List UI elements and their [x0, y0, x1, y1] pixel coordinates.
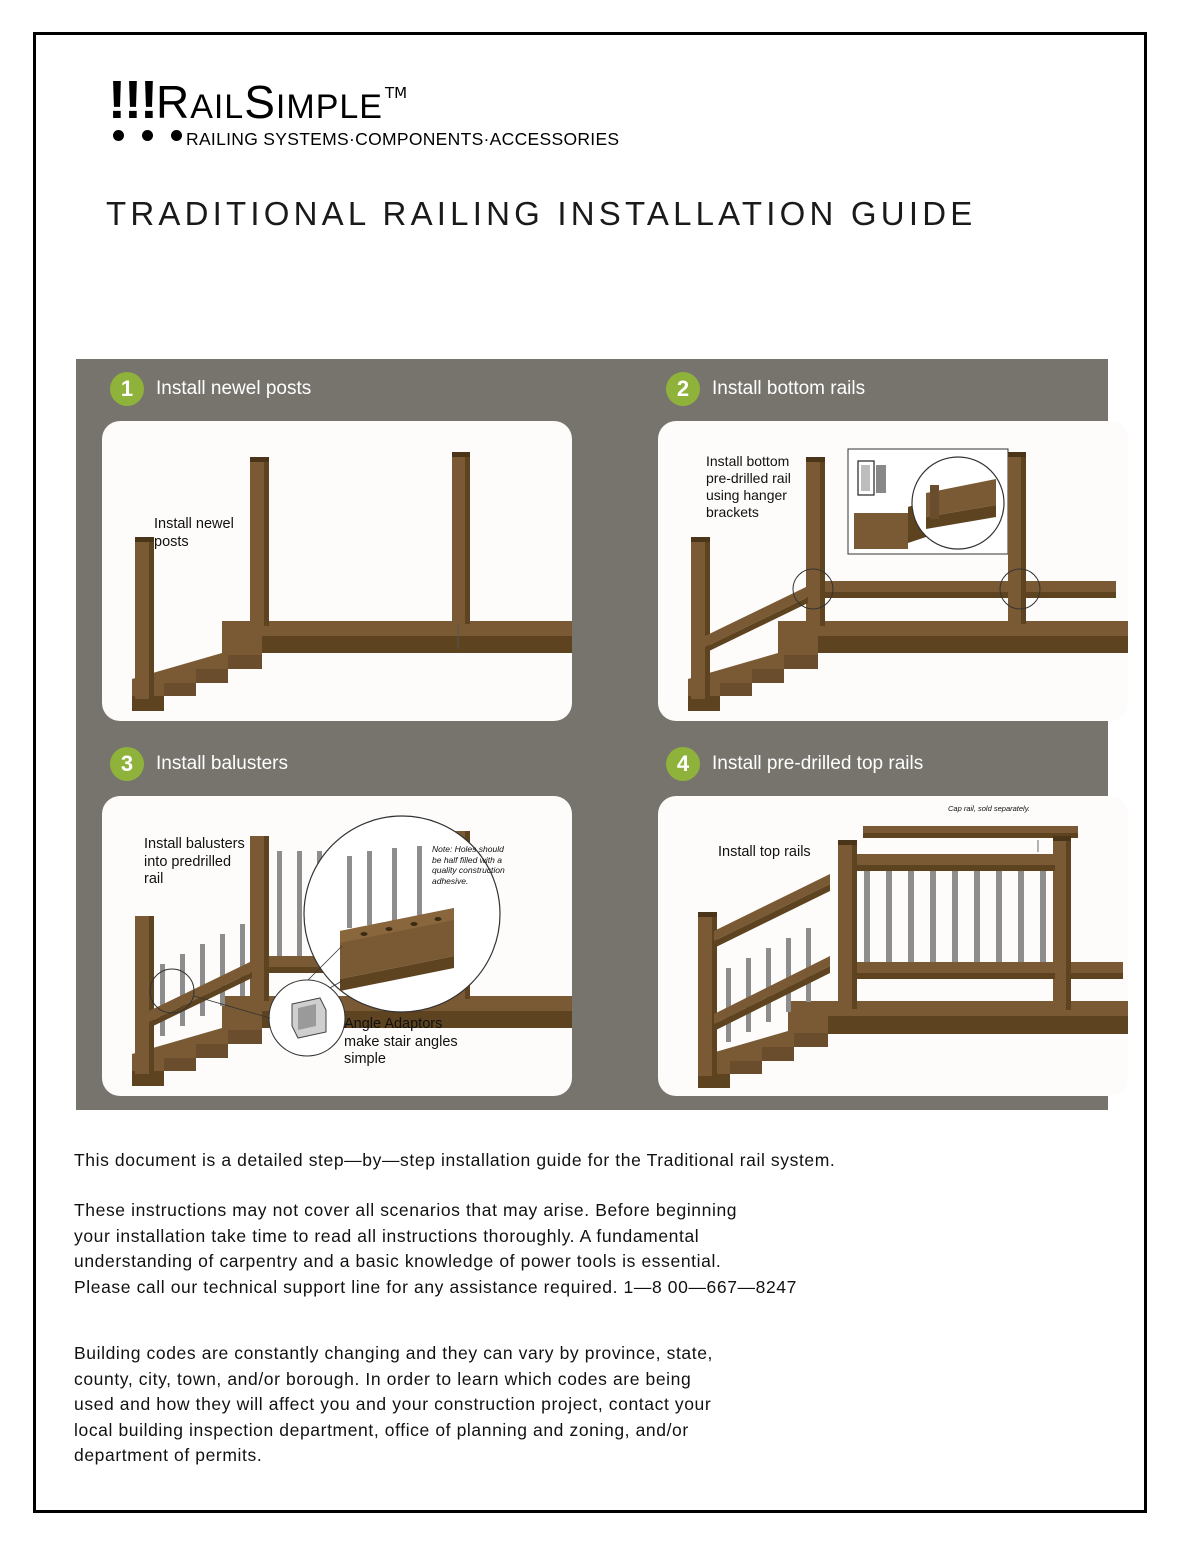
step-panel-2 — [646, 369, 1150, 731]
step-3-angle-adaptor-note: Angle Adaptors make stair angles simple — [344, 1016, 458, 1068]
instructions-paragraph — [74, 1198, 1014, 1300]
step-3-holes-note: Note: Holes should be half filled with a quality construction adhesive. — [432, 844, 505, 886]
step-1-illustration — [102, 421, 572, 721]
page-title: TRADITIONAL RAILING INSTALLATION GUIDE — [106, 195, 977, 232]
step-1-note: Install newel posts — [154, 516, 234, 550]
step-panel-3 — [90, 744, 594, 1106]
installation-steps-figure — [76, 359, 1108, 1110]
intro-paragraph: This document is a detailed step—by—step installation guide for the Traditional rail system. — [74, 1150, 836, 1170]
step-3-illustration — [102, 796, 572, 1096]
step-2-header — [666, 369, 1150, 409]
step-3-title: Install balusters — [156, 753, 289, 774]
logo-tagline: RAILING SYSTEMS·COMPONENTS·ACCESSORIES — [186, 129, 620, 149]
codes-line-2: county, city, town, and/or borough. In order to learn which codes are being — [74, 1368, 692, 1389]
building-codes-paragraph — [74, 1341, 1004, 1469]
step-4-cap-rail-note: Cap rail, sold separately. — [948, 804, 1030, 813]
step-2-note: Install bottom pre-drilled rail using hanger brackets — [706, 453, 791, 521]
trademark-symbol: TM — [384, 84, 408, 102]
brand-logo — [108, 70, 728, 149]
step-2-illustration — [658, 421, 1128, 721]
instructions-line-3: understanding of carpentry and a basic knowledge of power tools is essential. — [74, 1251, 722, 1272]
instructions-line-2: your installation take time to read all instructions thoroughly. A fundamental — [74, 1225, 700, 1246]
instructions-line-1: These instructions may not cover all scenarios that may arise. Before beginning — [74, 1200, 738, 1220]
logo-dots-icon — [113, 130, 182, 141]
codes-line-1: Building codes are constantly changing and they can vary by province, state, — [74, 1343, 714, 1363]
top-rails-drawing — [658, 796, 1128, 1096]
step-panel-4 — [646, 744, 1150, 1106]
logo-rail-lower: AIL — [190, 88, 245, 126]
step-3-badge: 3 — [110, 747, 144, 781]
logo-bangs: !!! — [108, 70, 156, 130]
codes-line-3: used and how they will affect you and your construction project, contact your — [74, 1394, 712, 1415]
codes-line-5: department of permits. — [74, 1445, 263, 1466]
step-4-header — [666, 744, 1150, 784]
codes-line-4: local building inspection department, office of planning and zoning, and/or — [74, 1419, 689, 1440]
step-2-badge: 2 — [666, 372, 700, 406]
step-4-illustration — [658, 796, 1128, 1096]
step-1-title: Install newel posts — [156, 378, 312, 399]
logo-wordmark — [108, 70, 728, 130]
instructions-line-4: Please call our technical support line for any assistance required. 1—8 00—667—8247 — [74, 1276, 797, 1297]
step-2-title: Install bottom rails — [712, 378, 866, 399]
logo-simple-lower: IMPLE — [275, 88, 383, 126]
step-4-badge: 4 — [666, 747, 700, 781]
document-page — [33, 32, 1147, 1513]
step-1-header — [110, 369, 594, 409]
logo-rail-text: RAILSIMPLE — [155, 76, 383, 128]
newel-posts-drawing — [102, 421, 572, 721]
step-3-header — [110, 744, 594, 784]
step-4-note: Install top rails — [718, 844, 811, 860]
step-panel-1 — [90, 369, 594, 731]
step-4-title: Install pre-drilled top rails — [712, 753, 924, 774]
step-1-badge: 1 — [110, 372, 144, 406]
step-3-note: Install balusters into predrilled rail — [144, 836, 245, 888]
